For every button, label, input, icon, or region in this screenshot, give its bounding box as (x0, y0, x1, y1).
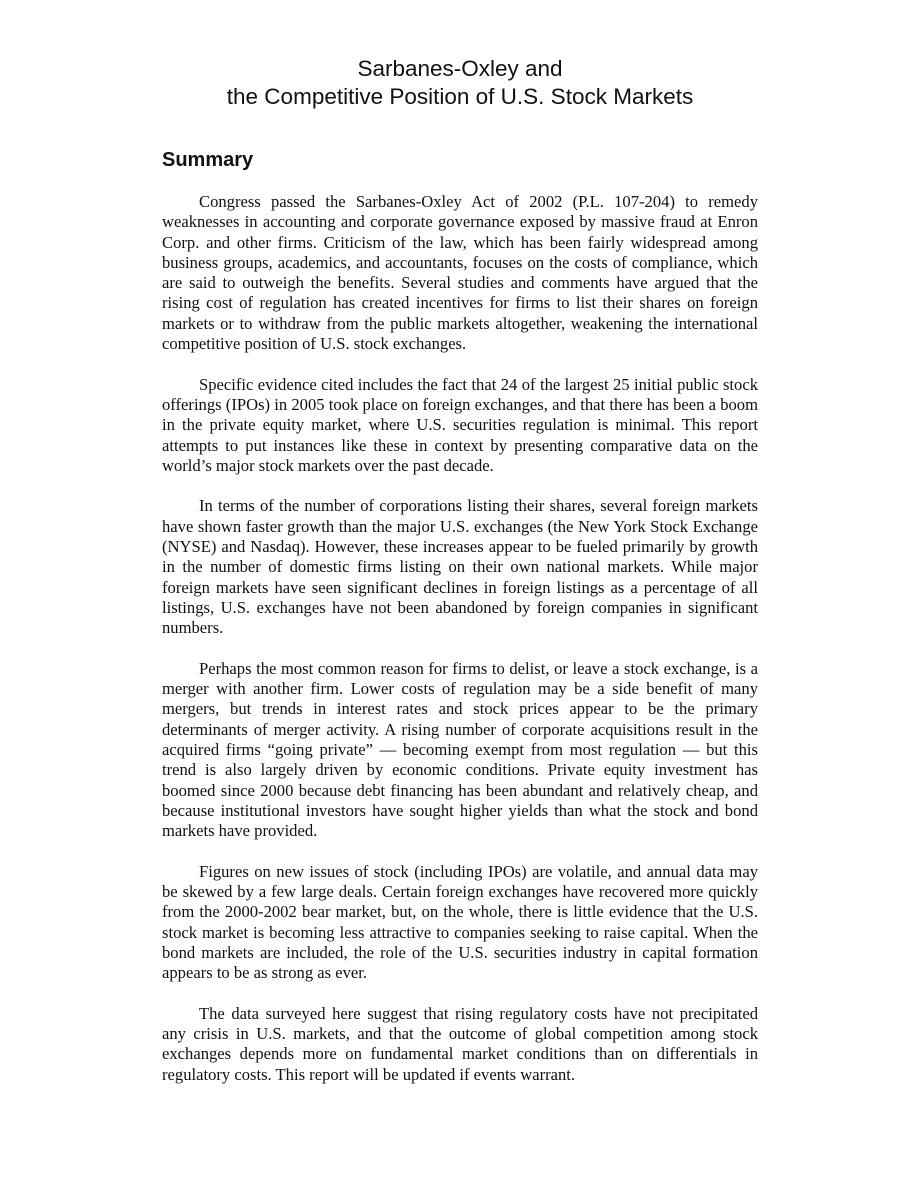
summary-paragraph: Specific evidence cited includes the fact that 24 of the largest 25 initial public stock offerings (IPOs) in 2005 took place on foreign exchanges, and that there has been a boom in the private equity market, where U.S. securities regulation is minimal. This report attempts to put instances like these in context by presenting comparative data on the world’s major stock markets over the past decade. (162, 374, 758, 475)
summary-body (162, 192, 758, 1105)
summary-paragraph: Perhaps the most common reason for firms to delist, or leave a stock exchange, is a merger with another firm. Lower costs of regulation may be a side benefit of many mergers, but trends in interest rates and stock prices appear to be the primary determinants of merger activity. A rising number of corporate acquisitions result in the acquired firms “going private” — becoming exempt from most regulation — but this trend is also largely driven by economic conditions. Private equity investment has boomed since 2000 because debt financing has been abundant and relatively cheap, and because institutional investors have sought higher yields than what the stock and bond markets have provided. (162, 658, 758, 841)
summary-paragraph: The data surveyed here suggest that rising regulatory costs have not precipitated any crisis in U.S. markets, and that the outcome of global competition among stock exchanges depends more on fundamental market conditions than on differentials in regulatory costs. This report will be updated if events warrant. (162, 1003, 758, 1084)
summary-paragraph: In terms of the number of corporations listing their shares, several foreign markets have shown faster growth than the major U.S. exchanges (the New York Stock Exchange (NYSE) and Nasdaq). However, these increases appear to be fueled primarily by growth in the number of domestic firms listing on their own national markets. While major foreign markets have seen significant declines in foreign listings as a percentage of all listings, U.S. exchanges have not been abandoned by foreign companies in significant numbers. (162, 496, 758, 638)
summary-paragraph: Figures on new issues of stock (including IPOs) are volatile, and annual data may be skewed by a few large deals. Certain foreign exchanges have recovered more quickly from the 2000-2002 bear market, but, on the whole, there is little evidence that the U.S. stock market is becoming less attractive to companies seeking to raise capital. When the bond markets are included, the role of the U.S. securities industry in capital formation appears to be as strong as ever. (162, 861, 758, 983)
title-line-2: the Competitive Position of U.S. Stock Markets (226, 84, 694, 109)
summary-heading: Summary (162, 149, 254, 171)
summary-paragraph: Congress passed the Sarbanes-Oxley Act of 2002 (P.L. 107-204) to remedy weaknesses in accounting and corporate governance exposed by massive fraud at Enron Corp. and other firms. Criticism of the law, which has been fairly widespread among business groups, academics, and accountants, focuses on the costs of compliance, which are said to outweigh the benefits. Several studies and comments have argued that the rising cost of regulation has created incentives for firms to list their shares on foreign markets or to withdraw from the public markets altogether, weakening the international competitive position of U.S. stock exchanges. (162, 192, 758, 354)
title-line-1: Sarbanes-Oxley and (357, 56, 563, 81)
page-title (0, 55, 920, 111)
